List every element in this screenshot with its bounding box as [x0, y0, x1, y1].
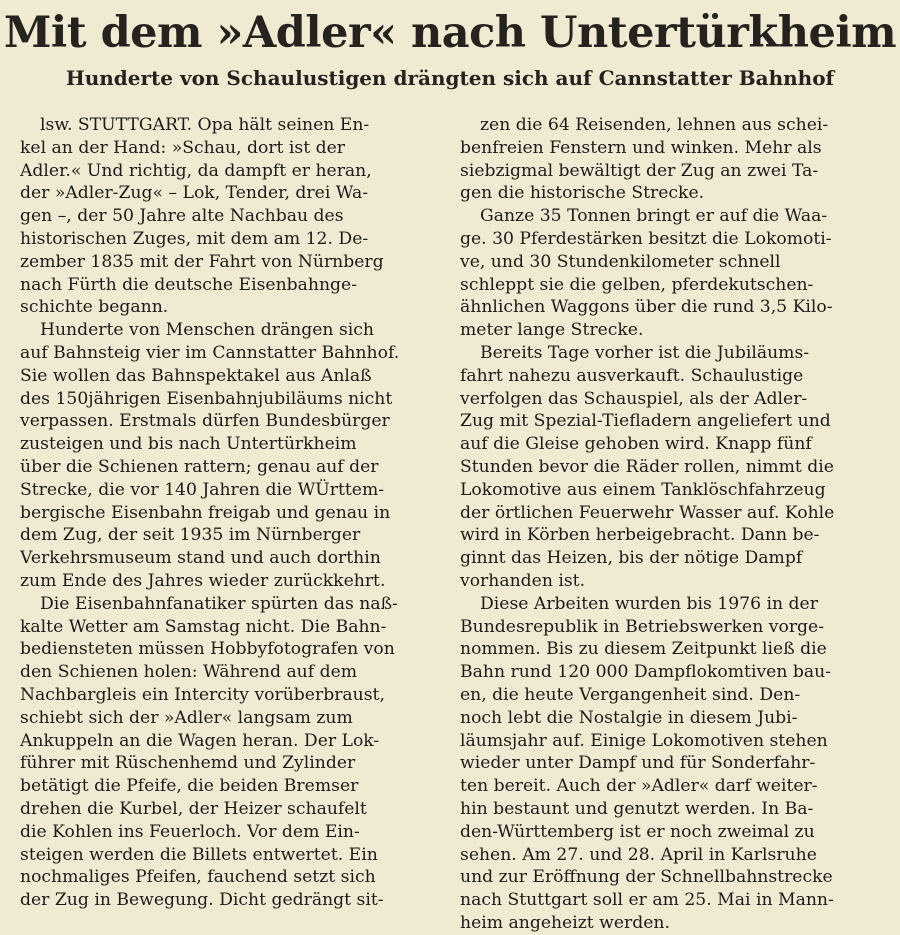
text-line: nommen. Bis zu diesem Zeitpunkt ließ die: [460, 639, 827, 660]
text-line: fahrt nahezu ausverkauft. Schaulustige: [460, 365, 804, 386]
text-line: des 150jährigen Eisenbahnjubiläums nicht: [20, 388, 393, 409]
right-column: [460, 114, 890, 933]
text-line: ginnt das Heizen, bis der nötige Dampf: [460, 548, 803, 569]
text-line: heim angeheizt werden.: [460, 912, 670, 933]
text-line: schiebt sich der »Adler« langsam zum: [20, 707, 353, 728]
text-line: Lokomotive aus einem Tanklöschfahrzeug: [460, 479, 826, 500]
text-line: Adler.« Und richtig, da dampft er heran,: [20, 160, 372, 181]
left-column: [20, 114, 450, 929]
text-line: ten bereit. Auch der »Adler« darf weiter-: [460, 776, 818, 797]
text-line: Diese Arbeiten wurden bis 1976 in der: [480, 593, 818, 614]
text-line: Strecke, die vor 140 Jahren die WÜrttem-: [20, 479, 385, 500]
text-line: Bundesrepublik in Betriebswerken vorge-: [460, 616, 825, 637]
text-line: Bahn rund 120 000 Dampflokomtiven bau-: [460, 662, 831, 683]
paragraph: [20, 593, 450, 912]
text-line: Die Eisenbahnfanatiker spürten das naß-: [40, 593, 398, 614]
text-line: gen –, der 50 Jahre alte Nachbau des: [20, 206, 344, 227]
text-line: Zug mit Spezial-Tiefladern angeliefert und: [460, 411, 831, 432]
text-line: Hunderte von Menschen drängen sich: [40, 320, 374, 341]
text-line: bergische Eisenbahn freigab und genau in: [20, 502, 391, 523]
text-line: zember 1835 mit der Fahrt von Nürnberg: [20, 251, 384, 272]
paragraph: [460, 205, 890, 342]
text-line: ge. 30 Pferdestärken besitzt die Lokomoti-: [460, 228, 832, 249]
text-line: den-Württemberg ist er noch zweimal zu: [460, 821, 815, 842]
text-line: Ganze 35 Tonnen bringt er auf die Waa-: [480, 206, 828, 227]
text-line: auf die Gleise gehoben wird. Knapp fünf: [460, 434, 812, 455]
text-line: hin bestaunt und genutzt werden. In Ba-: [460, 798, 814, 819]
text-line: Verkehrsmuseum stand und auch dorthin: [20, 548, 381, 569]
text-line: kalte Wetter am Samstag nicht. Die Bahn-: [20, 616, 387, 637]
text-line: gen die historische Strecke.: [460, 183, 705, 204]
text-line: ähnlichen Waggons über die rund 3,5 Kilo-: [460, 297, 833, 318]
text-line: läumsjahr auf. Einige Lokomotiven stehen: [460, 730, 828, 751]
text-line: wird in Körben herbeigebracht. Dann be-: [460, 525, 820, 546]
text-line: schichte begann.: [20, 297, 169, 318]
text-line: ve, und 30 Stundenkilometer schnell: [460, 251, 781, 272]
text-line: meter lange Strecke.: [460, 320, 644, 341]
text-line: noch lebt die Nostalgie in diesem Jubi-: [460, 707, 798, 728]
text-line: zusteigen und bis nach Untertürkheim: [20, 434, 357, 455]
text-line: sehen. Am 27. und 28. April in Karlsruhe: [460, 844, 817, 865]
text-line: verpassen. Erstmals dürfen Bundesbürger: [20, 411, 390, 432]
text-line: betätigt die Pfeife, die beiden Bremser: [20, 776, 359, 797]
paragraph: [20, 114, 450, 319]
text-line: den Schienen holen: Während auf dem: [20, 662, 358, 683]
text-line: der örtlichen Feuerwehr Wasser auf. Kohle: [460, 502, 835, 523]
text-line: Bereits Tage vorher ist die Jubiläums-: [480, 342, 810, 363]
text-line: dem Zug, der seit 1935 im Nürnberger: [20, 525, 361, 546]
text-line: nochmaliges Pfeifen, fauchend setzt sich: [20, 867, 376, 888]
text-line: bediensteten müssen Hobbyfotografen von: [20, 639, 395, 660]
text-line: vorhanden ist.: [460, 570, 586, 591]
text-line: nach Stuttgart soll er am 25. Mai in Mann-: [460, 890, 834, 911]
paragraph: [460, 593, 890, 935]
text-line: der »Adler-Zug« – Lok, Tender, drei Wa-: [20, 183, 369, 204]
text-line: zen die 64 Reisenden, lehnen aus schei-: [480, 115, 829, 135]
headline: Mit dem »Adler« nach Untertürkheim: [3, 8, 897, 58]
text-line: und zur Eröffnung der Schnellbahnstrecke: [460, 867, 833, 888]
text-line: die Kohlen ins Feuerloch. Vor dem Ein-: [20, 821, 360, 842]
text-line: drehen die Kurbel, der Heizer schaufelt: [20, 798, 367, 819]
text-line: verfolgen das Schauspiel, als der Adler-: [460, 388, 808, 409]
text-line: Sie wollen das Bahnspektakel aus Anlaß: [20, 365, 372, 386]
text-line: benfreien Fenstern und winken. Mehr als: [460, 137, 822, 158]
text-line: lsw. STUTTGART. Opa hält seinen En-: [40, 115, 370, 135]
text-line: siebzigmal bewältigt der Zug an zwei Ta-: [460, 160, 819, 181]
text-line: wieder unter Dampf und für Sonderfahr-: [460, 753, 816, 774]
text-line: historischen Zuges, mit dem am 12. De-: [20, 228, 369, 249]
text-line: führer mit Rüschenhemd und Zylinder: [20, 753, 356, 774]
text-line: über die Schienen rattern; genau auf der: [20, 456, 379, 477]
paragraph: [460, 342, 890, 593]
text-line: Stunden bevor die Räder rollen, nimmt die: [460, 456, 834, 477]
text-line: nach Fürth die deutsche Eisenbahnge-: [20, 274, 358, 295]
text-line: auf Bahnsteig vier im Cannstatter Bahnhof.: [20, 342, 400, 363]
text-line: en, die heute Vergangenheit sind. Den-: [460, 684, 801, 705]
text-line: kel an der Hand: »Schau, dort ist der: [20, 137, 345, 158]
text-line: schleppt sie die gelben, pferdekutschen-: [460, 274, 814, 295]
text-line: Nachbargleis ein Intercity vorüberbraust,: [20, 684, 385, 705]
subheadline: Hunderte von Schaulustigen drängten sich auf Cannstatter Bahnhof: [65, 66, 835, 90]
text-line: zum Ende des Jahres wieder zurückkehrt.: [20, 570, 386, 591]
paragraph: [20, 319, 450, 593]
text-line: Ankuppeln an die Wagen heran. Der Lok-: [20, 730, 380, 751]
text-line: steigen werden die Billets entwertet. Ein: [20, 844, 378, 865]
text-line: der Zug in Bewegung. Dicht gedrängt sit-: [20, 890, 384, 911]
paragraph: [460, 114, 890, 205]
